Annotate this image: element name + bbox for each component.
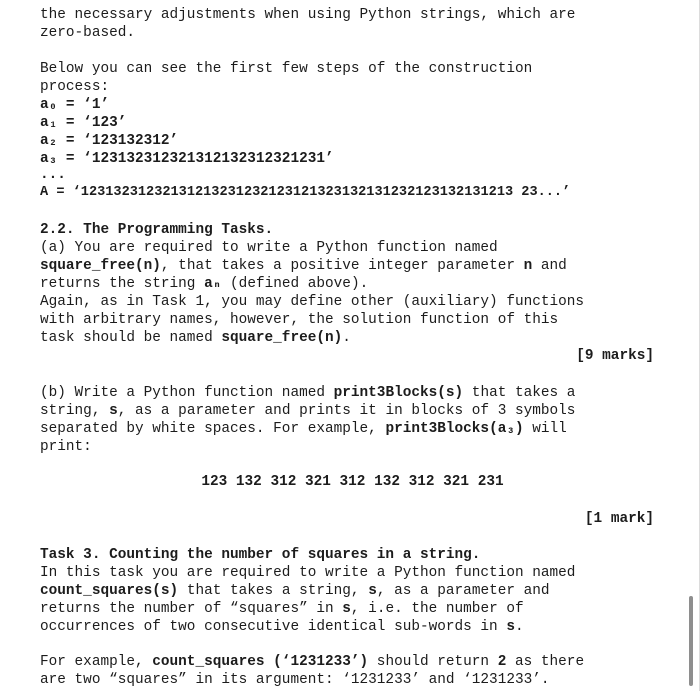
task-a-line: task should be named square_free(n). (40, 330, 351, 346)
intro-line: the necessary adjustments when using Python strings, which are (40, 7, 576, 23)
task-a-line: square_free(n), that takes a positive integer parameter n and (40, 258, 567, 274)
task-b-line: print: (40, 439, 92, 455)
example-output: 123 132 312 321 312 132 312 321 231 (201, 474, 504, 490)
task-a-line: (a) You are required to write a Python function named (40, 240, 498, 256)
param-name: s (506, 619, 515, 635)
task3-line: count_squares(s) that takes a string, s, as a parameter and (40, 583, 550, 599)
sequence-ellipsis: ... (40, 167, 66, 183)
function-name: count_squares(s) (40, 583, 179, 599)
function-name: print3Blocks(a₃) (385, 421, 524, 437)
sequence-a1: a₁ = ‘123’ (40, 115, 127, 131)
task3-heading: Task 3. Counting the number of squares in a string. (40, 547, 481, 563)
task3-line: returns the number of “squares” in s, i.e. the number of (40, 601, 524, 617)
param-name: n (523, 258, 533, 274)
task-b-line: separated by white spaces. For example, print3Blocks(a₃) will (40, 421, 567, 437)
param-name: s (342, 601, 351, 617)
section-heading: 2.2. The Programming Tasks. (40, 222, 274, 238)
task-b-line: string, s, as a parameter and prints it in blocks of 3 symbols (40, 403, 576, 419)
task3-example: are two “squares” in its argument: ‘1231233’ and ‘1231233’. (40, 672, 550, 688)
sequence-limit: A = ‘12313231232131213231232123121323132131232123132131213 23...’ (40, 185, 571, 200)
function-call: count_squares (‘1231233’) (152, 654, 369, 670)
task-a-line: returns the string aₙ (defined above). (40, 276, 369, 292)
task-a-line: Again, as in Task 1, you may define other (auxiliary) functions (40, 294, 585, 310)
sequence-a3: a₃ = ‘123132312321312132312321231’ (40, 151, 334, 167)
task3-line: occurrences of two consecutive identical sub-words in s. (40, 619, 524, 635)
function-name: square_free(n) (40, 258, 161, 274)
marks-label: [1 mark] (584, 511, 654, 527)
intro-line: zero-based. (40, 25, 135, 41)
task3-line: In this task you are required to write a Python function named (40, 565, 576, 581)
task3-example: For example, count_squares (‘1231233’) should return 2 as there (40, 654, 585, 670)
task-a-line: with arbitrary names, however, the solution function of this (40, 312, 559, 328)
sequence-a0: a₀ = ‘1’ (40, 97, 110, 113)
sequence-a2: a₂ = ‘123132312’ (40, 133, 179, 149)
construction-text: Below you can see the first few steps of the construction (40, 61, 533, 77)
symbol-an: aₙ (204, 276, 222, 292)
result-value: 2 (497, 654, 507, 670)
task-b-line: (b) Write a Python function named print3Blocks(s) that takes a (40, 385, 576, 401)
construction-text: process: (40, 79, 110, 95)
function-name: print3Blocks(s) (333, 385, 464, 401)
marks-label: [9 marks] (576, 348, 654, 364)
vertical-scrollbar[interactable] (689, 596, 693, 686)
param-name: s (368, 583, 377, 599)
function-name: square_free(n) (221, 330, 343, 346)
param-name: s (109, 403, 118, 419)
